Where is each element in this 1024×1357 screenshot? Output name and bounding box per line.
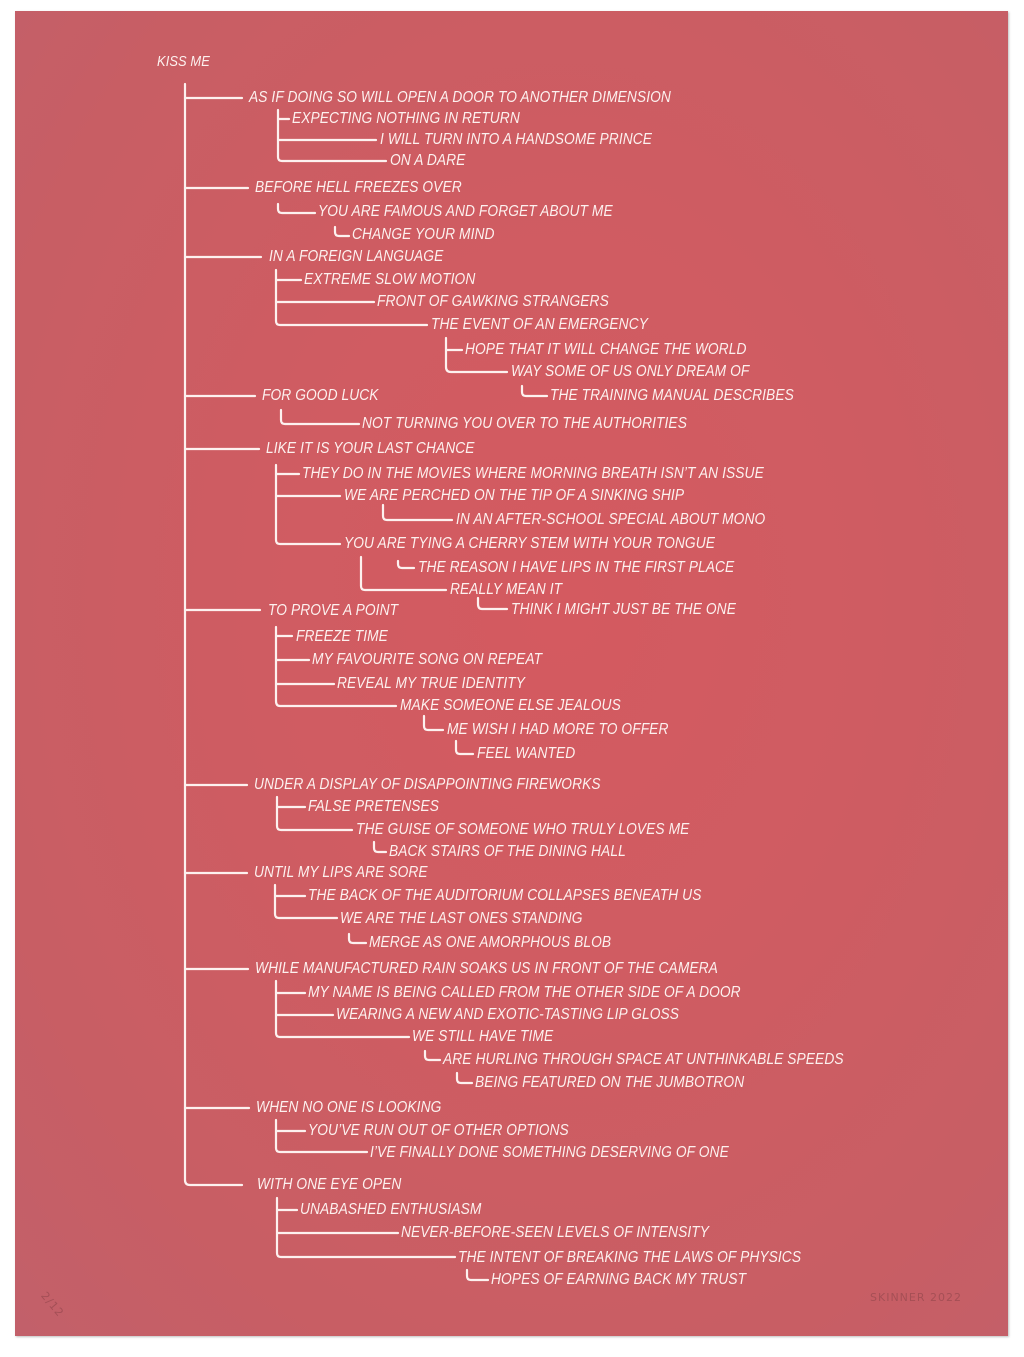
poem-line-level-2: UNABASHED ENTHUSIASM (300, 1201, 482, 1218)
poem-line-level-2: FALSE PRETENSES (308, 798, 440, 815)
poem-line-level-3: CHANGE YOUR MIND (352, 226, 495, 243)
poem-line-level-1: FOR GOOD LUCK (262, 387, 379, 404)
poem-line-level-3: MERGE AS ONE AMORPHOUS BLOB (369, 934, 612, 951)
poem-line-level-2: YOU ARE FAMOUS AND FORGET ABOUT ME (318, 203, 613, 220)
poem-line-level-2: WEARING A NEW AND EXOTIC-TASTING LIP GLOSS (336, 1006, 680, 1023)
poem-line-level-2: ON A DARE (390, 152, 466, 169)
poem-line-level-2: MY FAVOURITE SONG ON REPEAT (312, 651, 543, 668)
poem-line-level-2: NEVER-BEFORE-SEEN LEVELS OF INTENSITY (401, 1224, 710, 1241)
poem-line-level-2: THEY DO IN THE MOVIES WHERE MORNING BREATH ISN’T AN ISSUE (302, 465, 764, 482)
poem-line-level-4: THE TRAINING MANUAL DESCRIBES (550, 387, 794, 404)
poem-line-level-2: EXTREME SLOW MOTION (304, 271, 476, 288)
poem-title: KISS ME (157, 53, 210, 70)
poem-line-level-1: UNTIL MY LIPS ARE SORE (254, 864, 428, 881)
poem-line-level-2: THE EVENT OF AN EMERGENCY (431, 316, 648, 333)
poem-line-level-2: I’VE FINALLY DONE SOMETHING DESERVING OF ONE (370, 1144, 729, 1161)
poem-line-level-2: MY NAME IS BEING CALLED FROM THE OTHER SIDE OF A DOOR (308, 984, 741, 1001)
poem-line-level-1: IN A FOREIGN LANGUAGE (269, 248, 444, 265)
poem-line-level-2: NOT TURNING YOU OVER TO THE AUTHORITIES (362, 415, 687, 432)
poem-line-level-3: HOPES OF EARNING BACK MY TRUST (491, 1271, 747, 1288)
poem-line-level-3: HOPE THAT IT WILL CHANGE THE WORLD (465, 341, 747, 358)
poem-line-level-1: BEFORE HELL FREEZES OVER (255, 179, 462, 196)
poem-line-level-3: ARE HURLING THROUGH SPACE AT UNTHINKABLE SPEEDS (443, 1051, 844, 1068)
poem-line-level-2: I WILL TURN INTO A HANDSOME PRINCE (380, 131, 653, 148)
poem-line-level-2: YOU’VE RUN OUT OF OTHER OPTIONS (308, 1122, 569, 1139)
poem-line-level-2: FREEZE TIME (296, 628, 388, 645)
poem-line-level-2: WE ARE PERCHED ON THE TIP OF A SINKING SHIP (344, 487, 685, 504)
poem-line-level-2: THE INTENT OF BREAKING THE LAWS OF PHYSICS (458, 1249, 802, 1266)
edition-number: 2/12 (38, 1289, 67, 1320)
poem-line-level-1: TO PROVE A POINT (268, 602, 399, 619)
poem-line-level-1: WHEN NO ONE IS LOOKING (256, 1099, 442, 1116)
poem-line-level-3: IN AN AFTER-SCHOOL SPECIAL ABOUT MONO (456, 511, 766, 528)
poem-line-level-2: YOU ARE TYING A CHERRY STEM WITH YOUR TONGUE (344, 535, 716, 552)
poem-line-level-2: MAKE SOMEONE ELSE JEALOUS (400, 697, 621, 714)
poem-line-level-3: REALLY MEAN IT (450, 581, 563, 598)
artist-signature: SKINNER 2022 (870, 1291, 962, 1304)
poem-line-level-1: WITH ONE EYE OPEN (257, 1176, 402, 1193)
poem-line-level-2: EXPECTING NOTHING IN RETURN (292, 110, 520, 127)
poem-line-level-1: WHILE MANUFACTURED RAIN SOAKS US IN FRONT OF THE CAMERA (255, 960, 718, 977)
poem-line-level-2: REVEAL MY TRUE IDENTITY (337, 675, 526, 692)
poem-line-level-1: LIKE IT IS YOUR LAST CHANCE (266, 440, 475, 457)
poem-line-level-2: THE GUISE OF SOMEONE WHO TRULY LOVES ME (356, 821, 690, 838)
poem-line-level-4: BEING FEATURED ON THE JUMBOTRON (475, 1074, 745, 1091)
poem-line-level-1: UNDER A DISPLAY OF DISAPPOINTING FIREWORKS (254, 776, 601, 793)
poem-line-level-3: THE REASON I HAVE LIPS IN THE FIRST PLACE (418, 559, 735, 576)
poem-line-level-2: WE ARE THE LAST ONES STANDING (340, 910, 583, 927)
poem-line-level-3: ME WISH I HAD MORE TO OFFER (447, 721, 669, 738)
poem-line-level-2: THE BACK OF THE AUDITORIUM COLLAPSES BENEATH US (308, 887, 702, 904)
poem-line-level-3: WAY SOME OF US ONLY DREAM OF (511, 363, 750, 380)
poem-line-level-2: FRONT OF GAWKING STRANGERS (377, 293, 609, 310)
poem-line-level-1: AS IF DOING SO WILL OPEN A DOOR TO ANOTHER DIMENSION (249, 89, 671, 106)
poem-line-level-4: THINK I MIGHT JUST BE THE ONE (511, 601, 736, 618)
poem-line-level-2: WE STILL HAVE TIME (412, 1028, 554, 1045)
poem-line-level-3: BACK STAIRS OF THE DINING HALL (389, 843, 626, 860)
poem-line-level-4: FEEL WANTED (477, 745, 576, 762)
